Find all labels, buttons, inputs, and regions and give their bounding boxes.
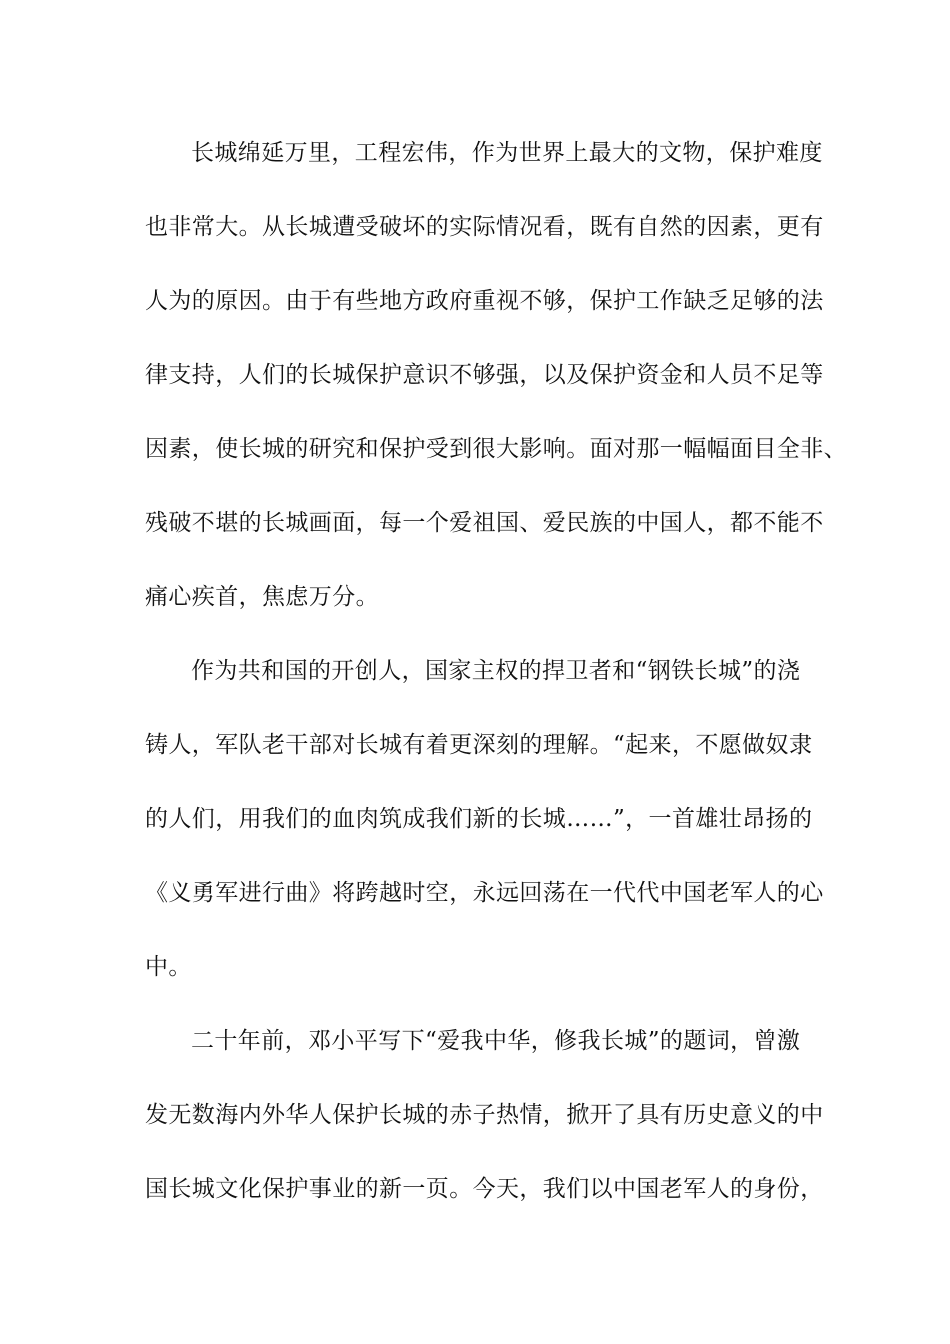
text-line: 发无数海内外华人保护长城的赤子热情，掀开了具有历史意义的中 [145, 1102, 824, 1128]
text-line: 残破不堪的长城画面，每一个爱祖国、爱民族的中国人，都不能不 [145, 510, 824, 536]
text-line: 的人们，用我们的血肉筑成我们新的长城……”，一首雄壮昂扬的 [145, 806, 813, 832]
text-line: 国长城文化保护事业的新一页。今天，我们以中国老军人的身份， [145, 1176, 824, 1202]
text-line: 《义勇军进行曲》将跨越时空，永远回荡在一代代中国老军人的心 [145, 880, 824, 906]
text-line: 作为共和国的开创人，国家主权的捍卫者和“钢铁长城”的浇 [191, 658, 801, 684]
paragraph-2 [145, 647, 824, 1017]
text-line: 人为的原因。由于有些地方政府重视不够，保护工作缺乏足够的法 [145, 288, 824, 314]
text-line: 二十年前，邓小平写下“爱我中华，修我长城”的题词，曾激 [191, 1028, 801, 1054]
text-line: 长城绵延万里，工程宏伟，作为世界上最大的文物，保护难度 [191, 140, 823, 166]
text-line: 铸人，军队老干部对长城有着更深刻的理解。“起来，不愿做奴隶 [145, 732, 813, 758]
text-line: 因素，使长城的研究和保护受到很大影响。面对那一幅幅面目全非、 [145, 436, 847, 462]
text-line: 痛心疾首，焦虑万分。 [145, 584, 379, 610]
body-text [145, 129, 847, 1239]
text-line: 律支持，人们的长城保护意识不够强，以及保护资金和人员不足等 [145, 362, 824, 388]
text-line: 中。 [145, 954, 192, 980]
text-line: 也非常大。从长城遭受破坏的实际情况看，既有自然的因素，更有 [145, 214, 824, 240]
paragraph-1 [145, 129, 847, 647]
paragraph-3 [145, 1017, 824, 1239]
